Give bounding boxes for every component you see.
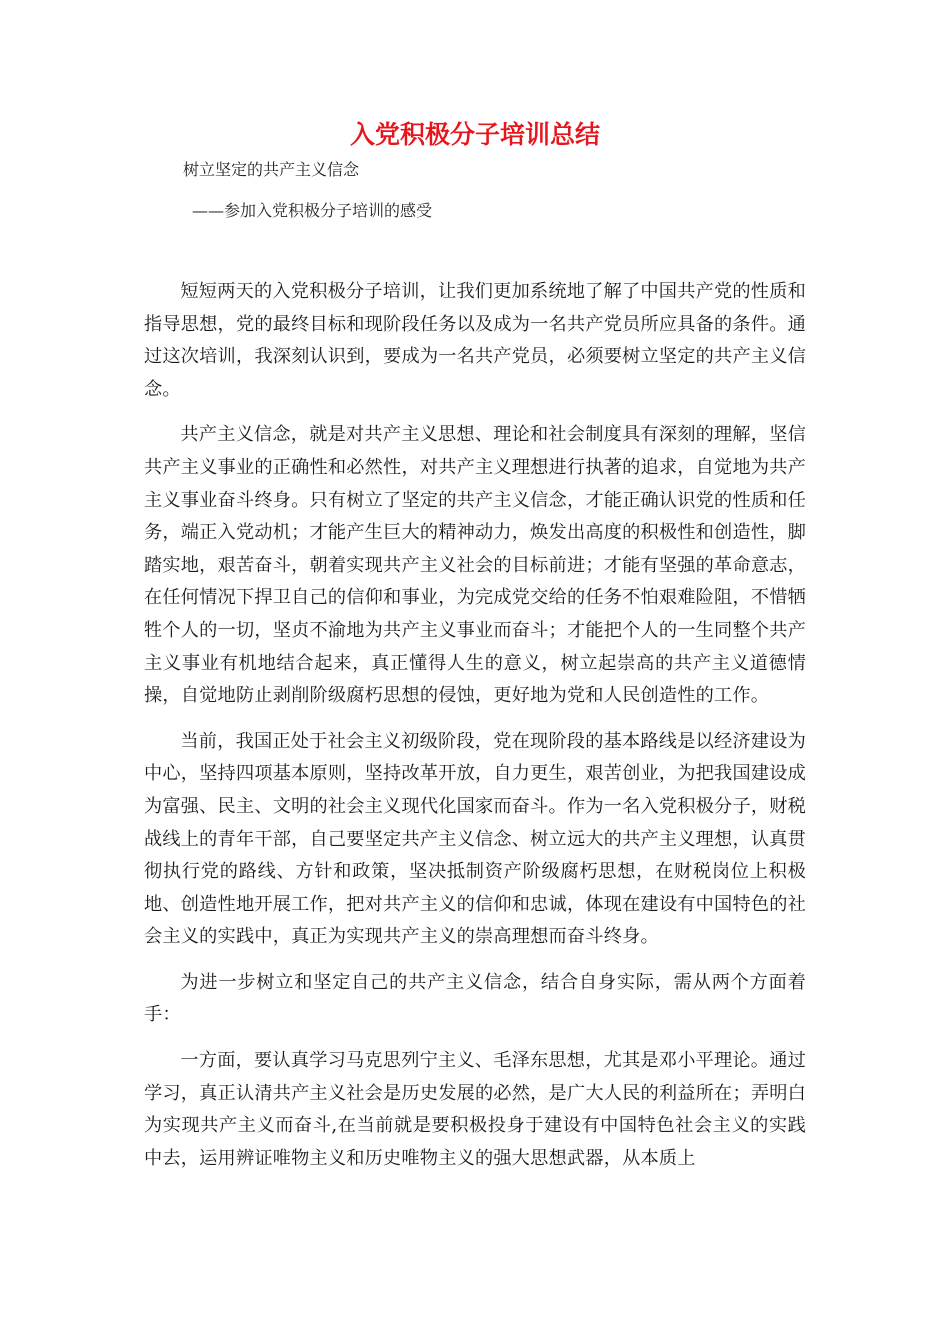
document-subtitle-dash: ——参加入党积极分子培训的感受 <box>192 201 433 220</box>
paragraph: 当前，我国正处于社会主义初级阶段，党在现阶段的基本路线是以经济建设为中心，坚持四项基本原则，坚持改革开放，自力更生，艰苦创业，为把我国建设成为富强、民主、文明的社会主义现代化国家而奋斗。作为一名入党积极分子，财税战线上的青年干部，自己要坚定共产主义信念、树立远大的共产主义理想，认真贯彻执行党的路线、方针和政策，坚决抵制资产阶级腐朽思想，在财税岗位上积极地、创造性地开展工作，把对共产主义的信仰和忠诚，体现在建设有中国特色的社会主义的实践中，真正为实现共产主义的崇高理想而奋斗终身。 <box>144 730 806 948</box>
paragraph: 短短两天的入党积极分子培训，让我们更加系统地了解了中国共产党的性质和指导思想，党的最终目标和现阶段任务以及成为一名共产党员所应具备的条件。通过这次培训，我深刻认识到，要成为一名共产党员，必须要树立坚定的共产主义信念。 <box>144 281 806 400</box>
paragraph: 共产主义信念，就是对共产主义思想、理论和社会制度具有深刻的理解，坚信共产主义事业的正确性和必然性，对共产主义理想进行执著的追求，自觉地为共产主义事业奋斗终身。只有树立了坚定的共产主义信念，才能正确认识党的性质和任务，端正入党动机；才能产生巨大的精神动力，焕发出高度的积极性和创造性，脚踏实地，艰苦奋斗，朝着实现共产主义社会的目标前进；才能有坚强的革命意志，在任何情况下捍卫自己的信仰和事业，为完成党交给的任务不怕艰难险阻，不惜牺牲个人的一切，坚贞不渝地为共产主义事业而奋斗；才能把个人的一生同整个共产主义事业有机地结合起来，真正懂得人生的意义，树立起崇高的共产主义道德情操，自觉地防止剥削阶级腐朽思想的侵蚀，更好地为党和人民创造性的工作。 <box>144 424 806 707</box>
document-subtitle: 树立坚定的共产主义信念 <box>183 160 360 179</box>
document-title: 入党积极分子培训总结 <box>349 120 600 149</box>
paragraph: 为进一步树立和坚定自己的共产主义信念，结合自身实际，需从两个方面着手： <box>144 971 806 1026</box>
paragraph: 一方面，要认真学习马克思列宁主义、毛泽东思想，尤其是邓小平理论。通过学习，真正认清共产主义社会是历史发展的必然，是广大人民的利益所在；弄明白为实现共产主义而奋斗,在当前就是要积极投身于建设有中国特色社会主义的实践中去，运用辨证唯物主义和历史唯物主义的强大思想武器，从本质上 <box>144 1050 806 1169</box>
document-body <box>144 276 806 1188</box>
